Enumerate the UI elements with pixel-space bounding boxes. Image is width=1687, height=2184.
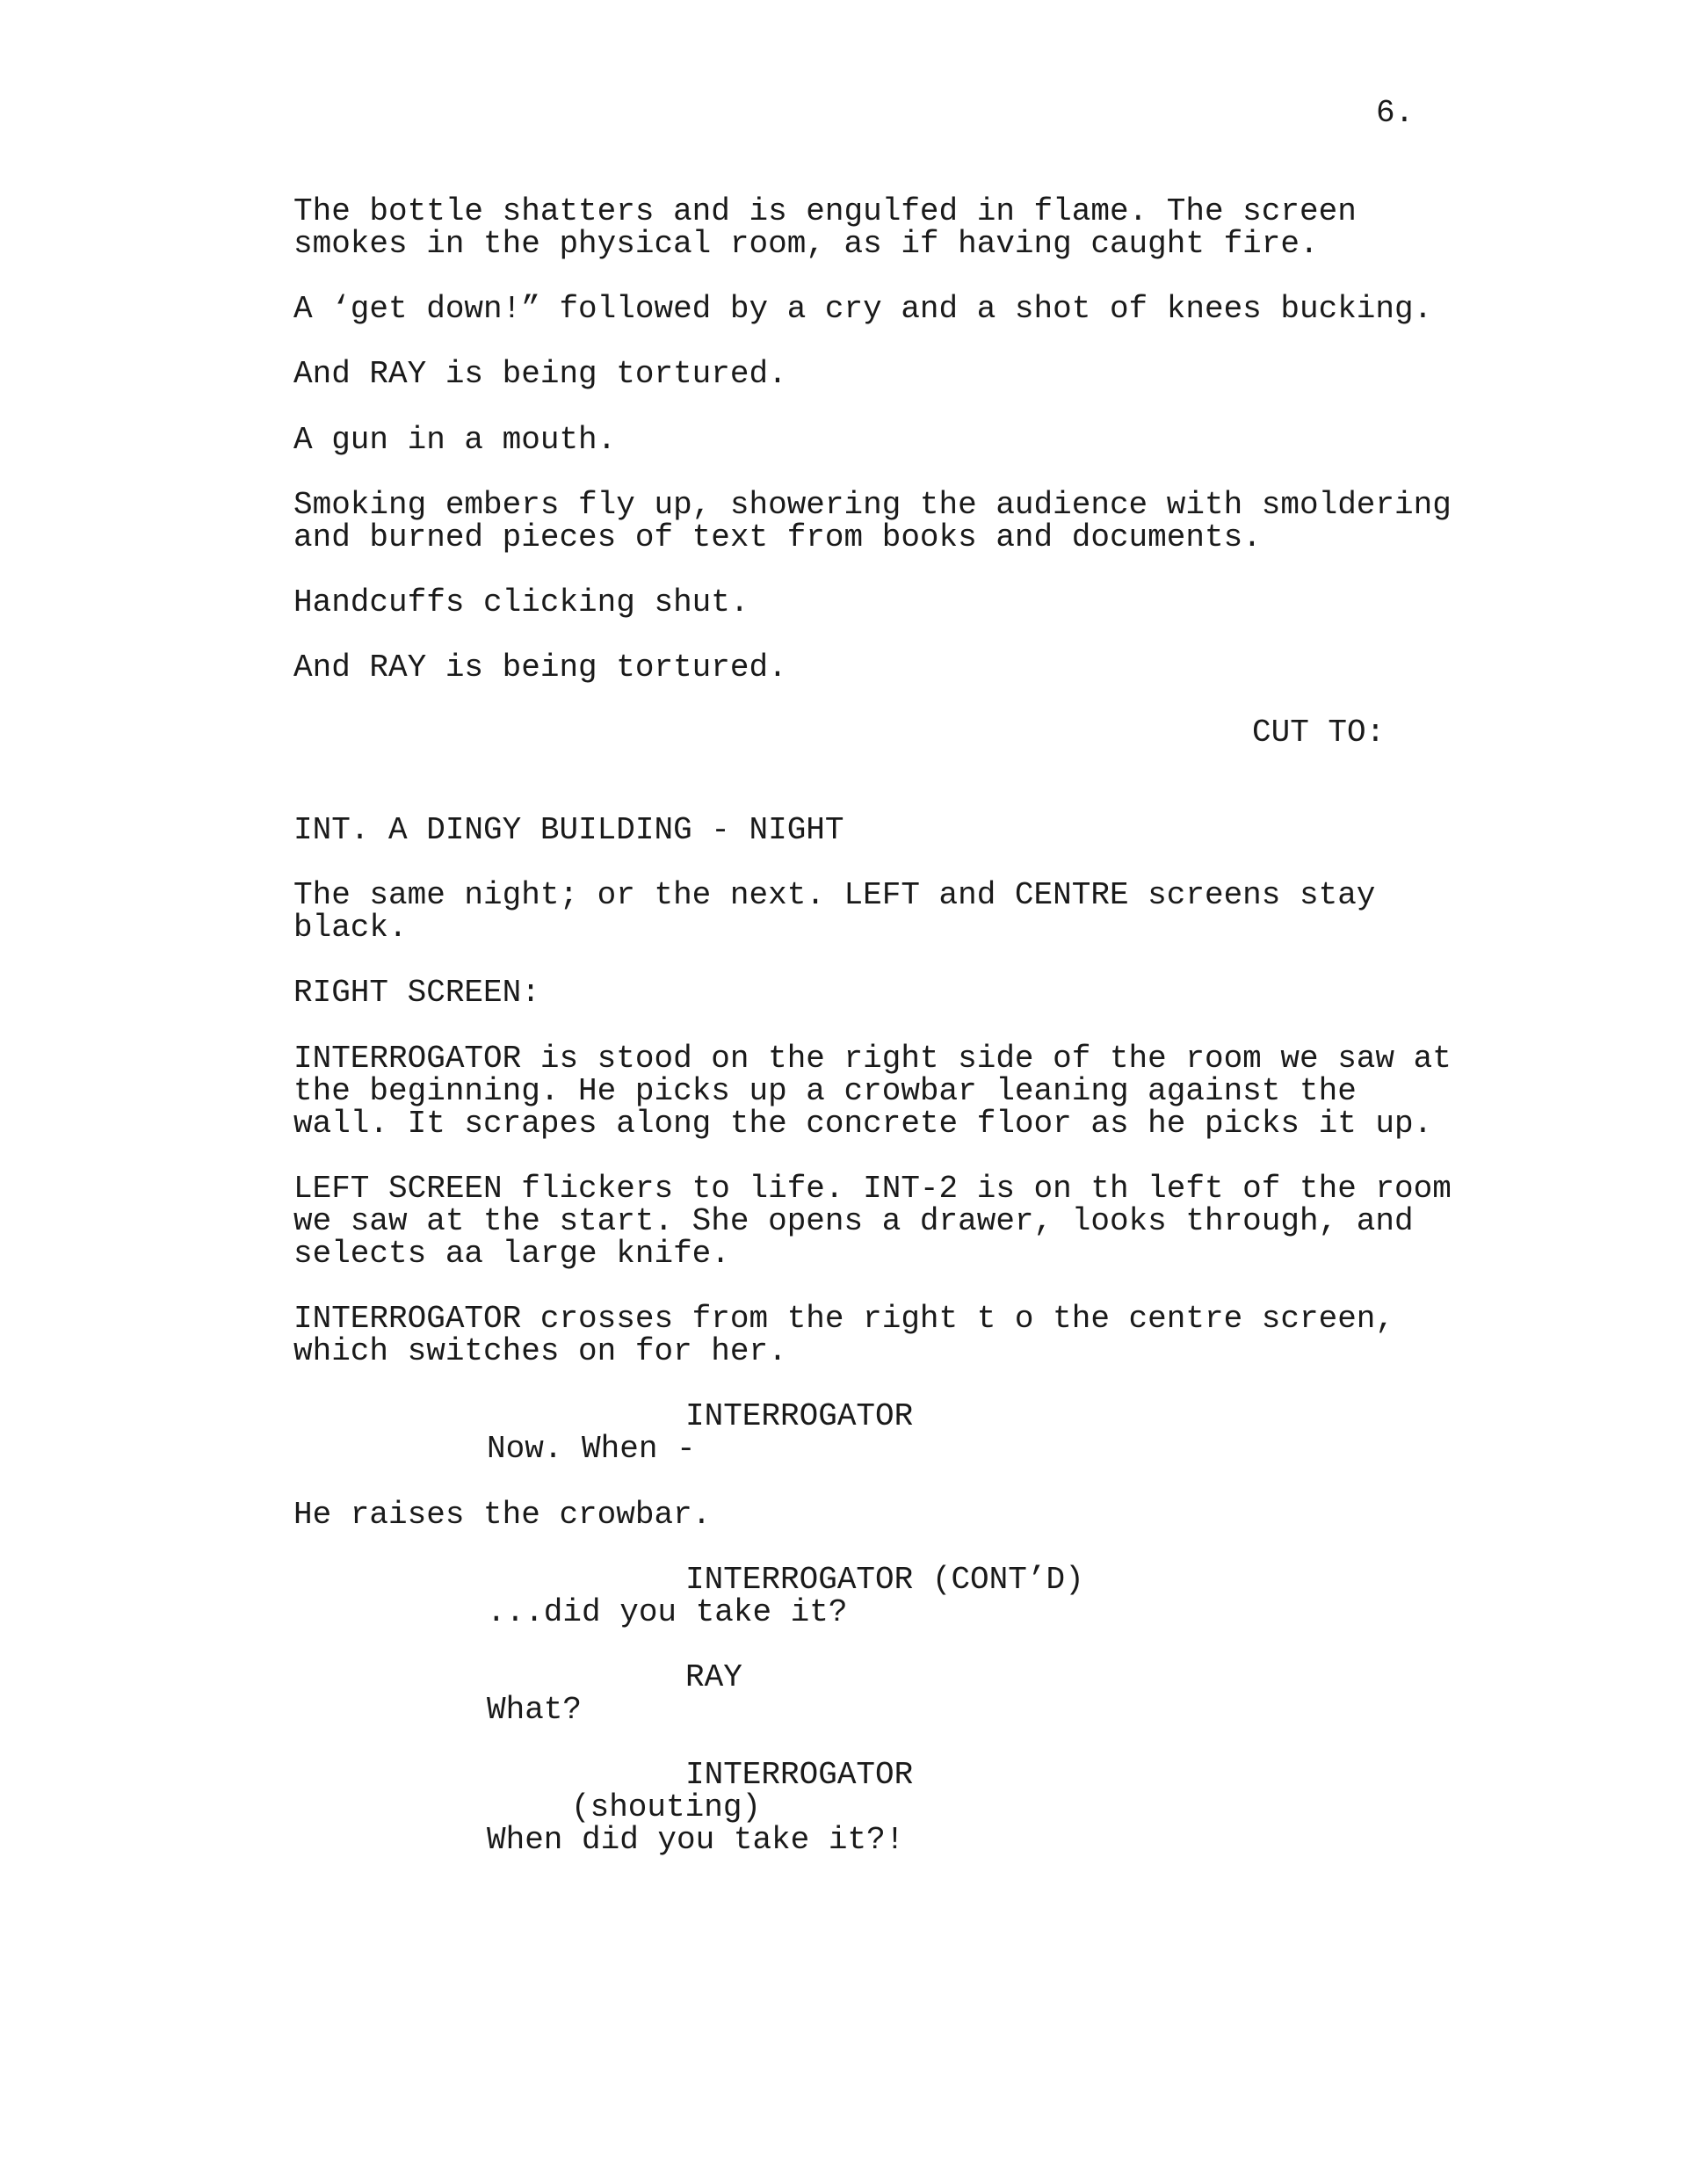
action-line: wall. It scrapes along the concrete floor as he picks it up. bbox=[293, 1106, 1433, 1142]
action-line: And RAY is being tortured. bbox=[293, 649, 787, 686]
action-line: and burned pieces of text from books and documents. bbox=[293, 519, 1262, 555]
action-line: Handcuffs clicking shut. bbox=[293, 584, 749, 620]
action-line: which switches on for her. bbox=[293, 1333, 787, 1369]
character-name: RAY bbox=[685, 1659, 742, 1695]
action-line: INTERROGATOR crosses from the right t o the centre screen, bbox=[293, 1301, 1395, 1337]
action-line: we saw at the start. She opens a drawer, looks through, and bbox=[293, 1203, 1414, 1239]
dialogue-line: ...did you take it? bbox=[487, 1594, 848, 1630]
dialogue-line: What? bbox=[487, 1692, 583, 1728]
parenthetical: (shouting) bbox=[571, 1789, 762, 1825]
action-line: The bottle shatters and is engulfed in flame. The screen bbox=[293, 193, 1357, 229]
action-line: black. bbox=[293, 910, 408, 946]
character-name: INTERROGATOR bbox=[685, 1757, 914, 1793]
transition: CUT TO: bbox=[1252, 715, 1386, 751]
action-line: LEFT SCREEN flickers to life. INT-2 is on th left of the room bbox=[293, 1171, 1452, 1207]
action-line: smokes in the physical room, as if having caught fire. bbox=[293, 226, 1319, 262]
action-line: Smoking embers fly up, showering the audience with smoldering bbox=[293, 487, 1452, 523]
action-line: INTERROGATOR is stood on the right side of the room we saw at bbox=[293, 1041, 1452, 1077]
character-name: INTERROGATOR bbox=[685, 1398, 914, 1434]
action-line: The same night; or the next. LEFT and CENTRE screens stay bbox=[293, 877, 1376, 913]
scene-heading: INT. A DINGY BUILDING - NIGHT bbox=[293, 812, 844, 848]
page-number: 6. bbox=[1376, 95, 1415, 131]
action-line: He raises the crowbar. bbox=[293, 1497, 712, 1533]
dialogue-line: When did you take it?! bbox=[487, 1822, 905, 1858]
action-line: the beginning. He picks up a crowbar leaning against the bbox=[293, 1073, 1357, 1109]
character-name: INTERROGATOR (CONT’D) bbox=[685, 1562, 1084, 1598]
action-line: And RAY is being tortured. bbox=[293, 356, 787, 392]
action-line: A ‘get down!” followed by a cry and a shot of knees bucking. bbox=[293, 291, 1433, 327]
action-line: selects aa large knife. bbox=[293, 1236, 730, 1272]
action-line: A gun in a mouth. bbox=[293, 422, 617, 458]
action-line: RIGHT SCREEN: bbox=[293, 975, 540, 1011]
dialogue-line: Now. When - bbox=[487, 1431, 696, 1467]
